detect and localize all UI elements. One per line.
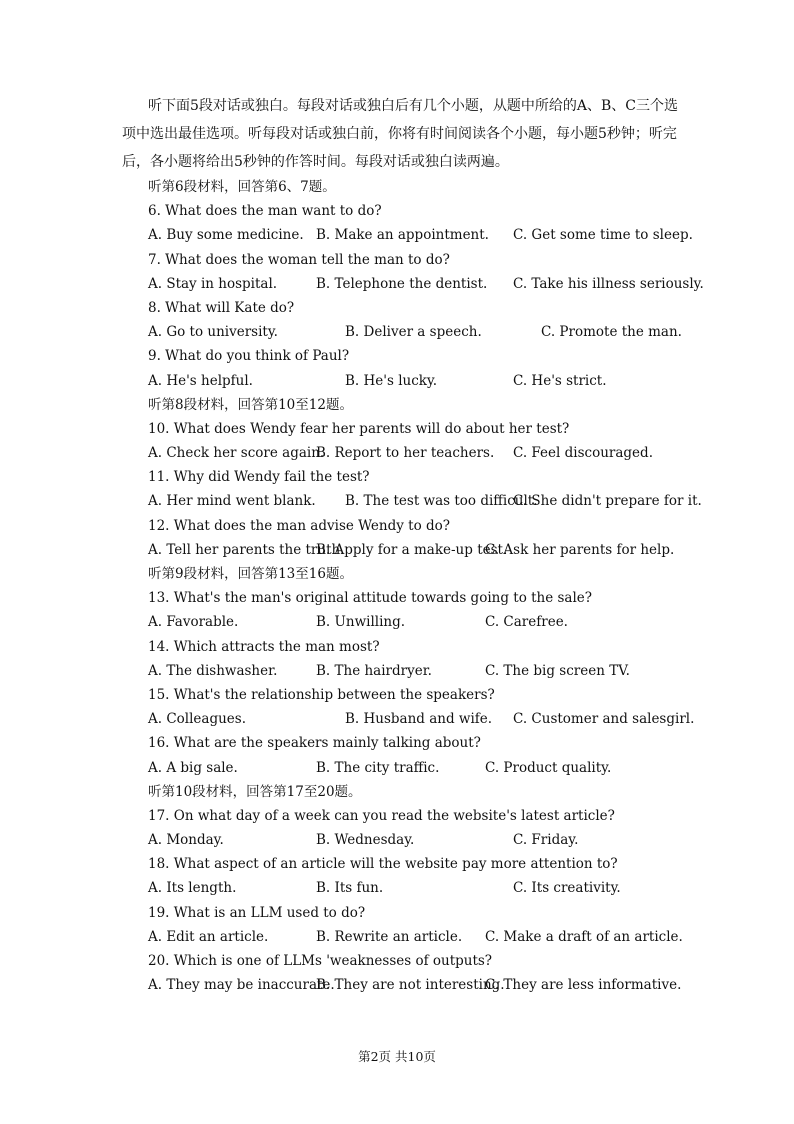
options-row [148,756,688,780]
listening-instructions: 听下面5段对话或独白。每段对话或独白后有几个小题，从题中所给的A、B、C三个选项中选出最佳选项。听每段对话或独白前，你将有时间阅读各个小题，每小题5秒钟；听完后，各小题将给出5秒钟的作答时间。每段对话或独白读两遍。 [122,98,679,170]
options-row [148,610,688,634]
question-stem: 6. What does the man want to do? [148,203,382,220]
section-header: 听第10段材料，回答第17至20题。 [148,783,362,800]
question-stem: 20. Which is one of LLMs 'weaknesses of outputs? [148,953,493,969]
options-row [148,320,688,344]
question-stem: 15. What's the relationship between the speakers? [148,686,495,703]
option-a: A. Check her score again. [148,445,325,462]
option-b: B. The test was too difficult. [345,493,538,510]
options-row [148,828,688,852]
option-c: C. Feel discouraged. [513,445,653,462]
question-stem: 8. What will Kate do? [148,299,295,316]
option-a: A. Go to university. [148,324,278,341]
option-a: A. Colleagues. [148,711,247,728]
section-header: 听第8段材料，回答第10至12题。 [148,396,353,413]
option-c: C. Ask her parents for help. [485,541,675,558]
section-header: 听第9段材料，回答第13至16题。 [148,566,353,582]
option-b: B. He's lucky. [345,372,438,389]
option-c: C. She didn't prepare for it. [513,493,702,510]
options-row [148,659,688,683]
options-row [148,223,693,247]
question-list [148,175,704,997]
question-stem: 19. What is an LLM used to do? [148,904,366,921]
option-b: B. Its fun. [316,880,384,897]
option-b: B. Rewrite an article. [316,928,463,945]
option-b: B. Unwilling. [316,614,406,631]
section-header: 听第6段材料，回答第6、7题。 [148,179,336,195]
option-a: A. Favorable. [148,614,239,631]
option-c: C. Customer and salesgirl. [513,711,695,728]
option-c: C. Get some time to sleep. [513,227,693,244]
option-b: B. The city traffic. [316,759,440,776]
options-row [148,876,688,900]
option-c: C. Make a draft of an article. [485,928,683,945]
option-a: A. Monday. [148,832,224,849]
question-stem: 14. Which attracts the man most? [148,638,380,655]
option-a: A. They may be inaccurate. [148,977,335,994]
option-c: C. Carefree. [485,614,568,631]
option-c: C. Its creativity. [513,880,621,897]
question-stem: 16. What are the speakers mainly talking about? [148,735,481,752]
option-b: B. The hairdryer. [316,662,432,679]
options-row [148,489,702,513]
options-row [148,538,688,562]
option-b: B. Report to her teachers. [316,445,495,462]
option-b: B. Husband and wife. [345,711,493,728]
question-stem: 18. What aspect of an article will the website pay more attention to? [148,856,618,873]
question-stem: 7. What does the woman tell the man to do? [148,251,450,268]
option-c: C. Take his illness seriously. [513,275,704,292]
option-a: A. Her mind went blank. [148,493,316,510]
options-row [148,272,704,296]
option-a: A. The dishwasher. [148,662,278,679]
option-a: A. Stay in hospital. [148,275,278,292]
option-c: C. Product quality. [485,759,612,776]
option-b: B. They are not interesting. [316,977,505,994]
options-row [148,707,695,731]
option-c: C. Friday. [513,832,579,849]
option-a: A. Its length. [148,880,237,897]
option-c: C. He's strict. [513,372,607,389]
question-stem: 11. Why did Wendy fail the test? [148,469,370,486]
option-a: A. Tell her parents the truth. [148,541,345,558]
option-b: B. Apply for a make-up test. [316,541,508,558]
question-stem: 12. What does the man advise Wendy to do? [148,517,451,534]
options-row [148,441,688,465]
option-c: C. The big screen TV. [485,662,630,679]
question-stem: 10. What does Wendy fear her parents will do about her test? [148,420,570,437]
question-stem: 9. What do you think of Paul? [148,348,350,365]
options-row [148,973,688,997]
page-number: 第2页 共10页 [358,1049,436,1064]
option-b: B. Telephone the dentist. [316,275,488,292]
option-a: A. A big sale. [148,759,238,776]
option-b: B. Deliver a speech. [345,324,482,341]
question-stem: 13. What's the man's original attitude towards going to the sale? [148,590,593,607]
option-a: A. Buy some medicine. [148,227,304,244]
option-a: A. Edit an article. [148,928,269,945]
option-a: A. He's helpful. [148,372,253,389]
option-b: B. Wednesday. [316,832,415,849]
options-row [148,925,688,949]
question-stem: 17. On what day of a week can you read the website's latest article? [148,807,615,824]
option-b: B. Make an appointment. [316,227,489,244]
option-c: C. They are less informative. [485,977,682,994]
option-c: C. Promote the man. [541,324,682,341]
options-row [148,369,688,393]
